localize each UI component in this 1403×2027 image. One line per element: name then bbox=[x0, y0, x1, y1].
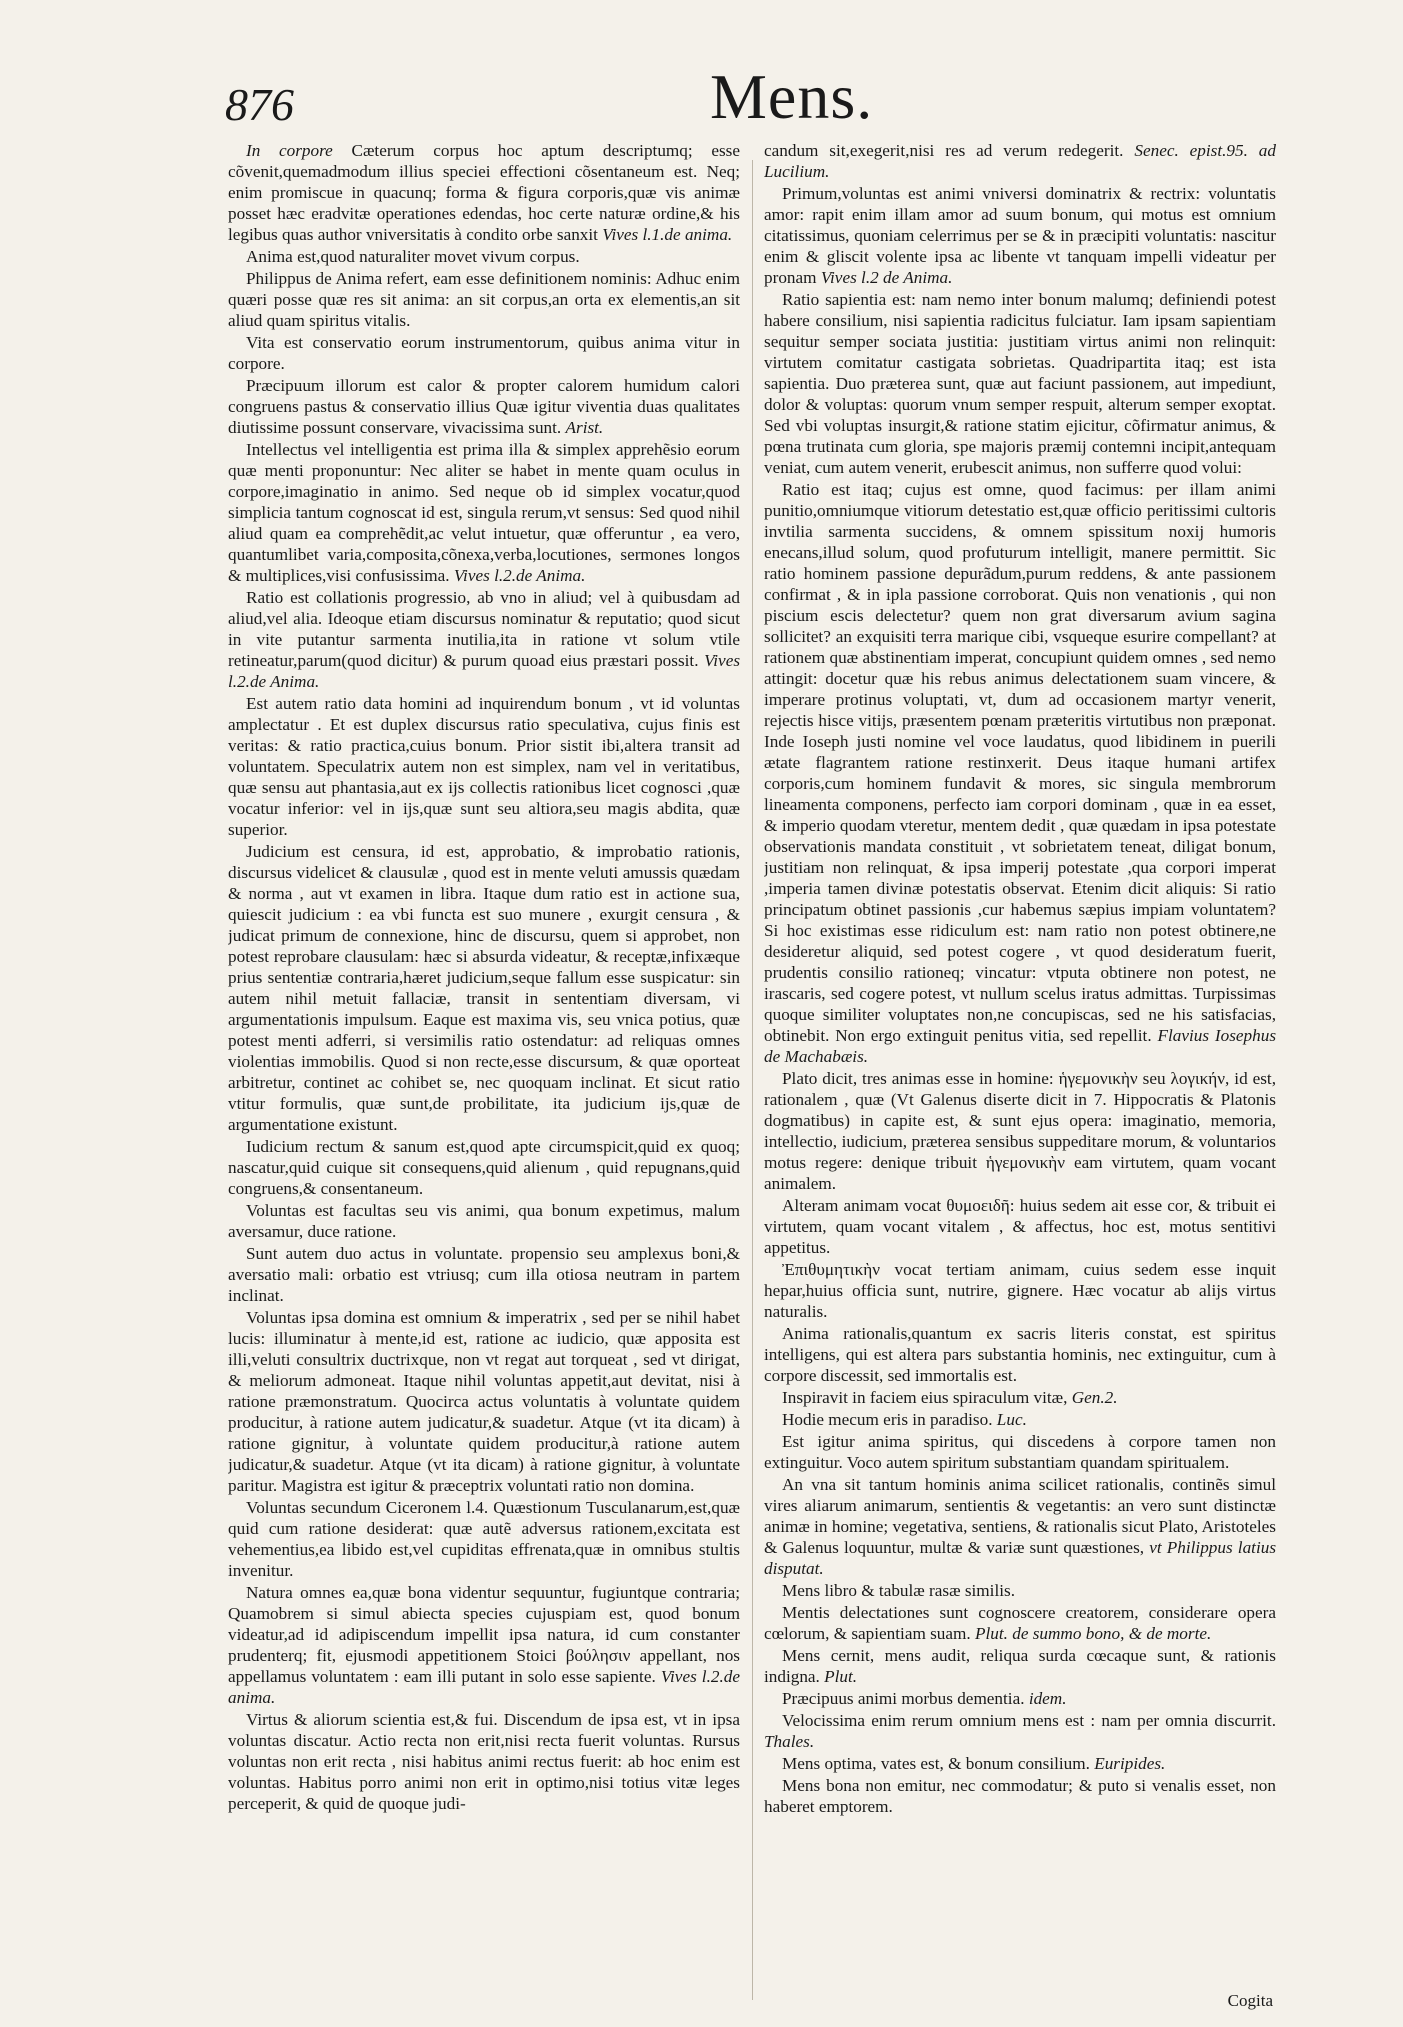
paragraph-text: Judicium est censura, id est, approbatio, & improbatio rationis, discursus videlicet & clausulæ , quod est in mente veluti amussis quædam & norma , aut vt examen in libra. Itaque dum ratio est in actione sua, quiescit judicium : ea vbi functa est suo munere , exurgit censura , & judicat primum de connexione, hinc de discursu, quem si approbet, non potest reprobare clausulam: hæc si absurda videatur, & receptæ,infixæque prius sententiæ contraria,hæret judicium,seque fallum esse suspicatur: sin autem nihil metuit fallaciæ, transit in sententiam diversam, vi argumentationis impulsum. Eaque est maxima vis, seu vnica potius, quæ potest menti adferri, si versimilis ratio ostendatur: ad reliquas omnes violentias immobilis. Quod si non recte,esse discursum, & quæ oporteat arbitretur, continet ac cohibet se, nec quoquam inclinat. Et sicut ratio vtitur formulis, quæ sunt,de probilitate, ita judicium ijs,quæ de argumentatione existunt. bbox=[228, 842, 740, 1134]
right-column bbox=[764, 140, 1276, 2020]
paragraph bbox=[228, 1307, 740, 1496]
paragraph bbox=[764, 1645, 1276, 1687]
citation: Plut. de summo bono, & de morte. bbox=[974, 1624, 1212, 1643]
left-column bbox=[228, 140, 740, 2020]
paragraph bbox=[228, 1136, 740, 1199]
paragraph-text: Ἐπιθυμητικὴν vocat tertiam animam, cuius sedem esse inquit hepar,huius officia sunt, nutrire, gignere. Hæc vocatur ab alijs virtus naturalis. bbox=[764, 1260, 1276, 1321]
paragraph-text: Mens libro & tabulæ rasæ similis. bbox=[782, 1581, 1015, 1600]
paragraph bbox=[228, 693, 740, 840]
paragraph-text: Vita est conservatio eorum instrumentorum, quibus anima vitur in corpore. bbox=[228, 333, 740, 373]
paragraph bbox=[228, 140, 740, 245]
citation: Vives l.2.de Anima. bbox=[228, 651, 740, 691]
paragraph-text: Voluntas ipsa domina est omnium & imperatrix , sed per se nihil habet lucis: illuminatur à mente,id est, ratione ac iudicio, quæ apposita est illi,veluti consultrix ductrixque, non vt regat aut torqueat , sed vt dirigat, & meliorum admoneat. Itaque nihil voluntas appetit,aut devitat, nisi à ratione præmonstratum. Quocirca actus voluntatis à voluntate quidem producitur, à ratione autem judicatur,& suadetur. Atque (vt ita dicam) à ratione gignitur, à voluntate quidem producitur,à ratione autem judicatur,& suadetur. Atque (vt ita dicam) à ratione gignitur, à voluntate paritur. Magistra est igitur & præceptrix voluntati ratio non domina. bbox=[228, 1308, 740, 1495]
citation: Thales. bbox=[764, 1732, 815, 1751]
paragraph-text: Voluntas est facultas seu vis animi, qua bonum expetimus, malum aversamur, duce ratione. bbox=[228, 1201, 740, 1241]
paragraph-text: Anima est,quod naturaliter movet vivum corpus. bbox=[246, 247, 580, 266]
paragraph-text: Inspiravit in faciem eius spiraculum vitæ, bbox=[782, 1388, 1068, 1407]
paragraph bbox=[764, 1710, 1276, 1752]
paragraph bbox=[764, 1753, 1276, 1774]
citation: idem. bbox=[1028, 1689, 1067, 1708]
paragraph bbox=[228, 1497, 740, 1581]
paragraph bbox=[764, 1387, 1276, 1408]
citation: Flavius Iosephus de Machabæis. bbox=[764, 1026, 1276, 1066]
paragraph bbox=[228, 332, 740, 374]
paragraph-text: Hodie mecum eris in paradiso. bbox=[782, 1410, 993, 1429]
paragraph-text: Velocissima enim rerum omnium mens est : nam per omnia discurrit. bbox=[782, 1711, 1276, 1730]
citation: Arist. bbox=[565, 418, 604, 437]
paragraph-text: Præcipuus animi morbus dementia. bbox=[782, 1689, 1025, 1708]
paragraph bbox=[764, 289, 1276, 478]
paragraph-text: Mentis delectationes sunt cognoscere creatorem, considerare opera cœlorum, & sapientiam suam. bbox=[764, 1603, 1276, 1643]
paragraph-text: Natura omnes ea,quæ bona videntur sequuntur, fugiuntque contraria; Quamobrem si simul abiecta species cujuspiam est, quod bonum videatur,ad id adipiscendum impellit ipsa natura, id cum constanter prudenterq; fit, ejusmodi appetitionem Stoici βούλησιν appellant, nos appellamus voluntatem : eam illi putant in solo esse sapiente. bbox=[228, 1583, 740, 1686]
paragraph bbox=[764, 1259, 1276, 1322]
paragraph bbox=[764, 183, 1276, 288]
paragraph-text: Philippus de Anima refert, eam esse definitionem nominis: Adhuc enim quæri posse quæ res sit anima: an sit corpus,an orta ex elementis,an sit aliud quam spiritus vitalis. bbox=[228, 269, 740, 330]
paragraph bbox=[228, 1709, 740, 1814]
citation: Euripides. bbox=[1094, 1754, 1166, 1773]
paragraph-text: Mens cernit, mens audit, reliqua surda cœcaque sunt, & rationis indigna. bbox=[764, 1646, 1276, 1686]
citation: Vives l.2 de Anima. bbox=[820, 268, 953, 287]
paragraph-text: Est igitur anima spiritus, qui discedens à corpore tamen non extinguitur. Voco autem spiritum substantiam quandam spiritualem. bbox=[764, 1432, 1276, 1472]
paragraph bbox=[228, 1200, 740, 1242]
paragraph-text: Cæterum corpus hoc aptum descriptumq; esse cõvenit,quemadmodum illius speciei effectioni cõsentaneum est. Neq; enim promiscue in quacunq; forma & figura corporis,quæ vis animæ posset hæc eradvitæ operationes edendas, hoc certe naturæ ordine,& his legibus quas author vniversitatis à condito orbe sanxit bbox=[228, 141, 740, 244]
paragraph-text: Primum,voluntas est animi vniversi dominatrix & rectrix: voluntatis amor: rapit enim illam amor ad suum bonum, qui motus est omnium citatissimus, quoniam celerrimus per se & in præcipiti voluntatis: nascitur enim & gliscit volente ipsa ac libente vt tanquam impelli videatur per pronam bbox=[764, 184, 1276, 287]
paragraph bbox=[228, 1582, 740, 1708]
paragraph-text: Plato dicit, tres animas esse in homine: ἡγεμονικὴν seu λογικήν, id est, rationalem , quæ (Vt Galenus diserte dicit in 7. Hippocratis & Platonis dogmatibus) in capite est, & sunt ejus opera: imaginatio, memoria, intellectio, iudicium, præterea sensibus suppeditare morum, & voluntarios motus regere: denique tribuit ἡγεμονικὴν eam virtutem, quam vocant animalem. bbox=[764, 1069, 1276, 1193]
citation: Senec. epist.95. ad Lucilium. bbox=[764, 141, 1276, 181]
margin-note: In corpore bbox=[246, 141, 333, 160]
citation: Luc. bbox=[996, 1410, 1027, 1429]
citation: Vives l.2.de anima. bbox=[228, 1667, 740, 1707]
paragraph bbox=[228, 1243, 740, 1306]
paragraph bbox=[764, 1474, 1276, 1579]
citation: Vives l.1.de anima. bbox=[602, 225, 733, 244]
paragraph bbox=[764, 1409, 1276, 1430]
paragraph-text: Ratio est itaq; cujus est omne, quod facimus: per illam animi punitio,omniumque vitiorum detestatio est,quæ officio peritissimi cultoris invtilia sarmenta succidens, & omnem spissitum noxij humoris enecans,illud solum, quod profuturum intelligit, manere permittit. Sic ratio hominem passione depurãdum,purum reddens, & ante passionem confirmat , & in ipla passione corroborat. Quis non venationis , qui non piscium escis delectetur? quem non grat diversarum avium sagina sollicitet? an exquisiti terra marique cibi, vsqueque esurire compellant? at rationem quæ abstinentiam imperat, concupiunt quidem omnes , sed nemo attingit: docetur quæ his rebus animus delectationem suam vincere, & imperare protinus voluptati, vt, dum ad occasionem martyr venerit, rejectis hisce vitijs, præsentem pœnam præteritis virtutibus non præponat. Inde Ioseph justi nomine vel voce laudatus, quod libidinem in puerili ætate flagrantem ratione restinxerit. Deus itaque humani artifex corporis,cum hominem fundavit & mores, sic singula membrorum lineamenta componens, perfecto iam corpori dominam , quæ in ea esset, & imperio quodam vteretur, mentem dedit , quæ quædam in ipsa potestate observationis mandata constituit , vt sobrietatem teneat, diligat bonum, justitiam non relinquat, & ipsa imperij potestate ,qua corpori imperat ,imperia tamen divinæ potestatis observat. Etenim dicit aliquis: Si ratio principatum obtinet passionis ,cur habemus sæpius impiam voluntatem? Si hoc existimas esse ridiculum est: nam ratio non potest obtinere,ne desideretur aliquid, sed potest cogere , vt quod desideratum fuerit, prudentis consilio rationeq; vincatur: vtputa obtinere non potest, ne irascaris, sed cogere potest, vt nullum scelus iratus admittas. Turpissimas quoque similiter voluptates non,ne concupiscas, sed ne his satisfacias, obtinebit. Non ergo extinguit penitus vitia, sed repellit. bbox=[764, 480, 1276, 1045]
paragraph bbox=[764, 1431, 1276, 1473]
paragraph bbox=[228, 246, 740, 267]
paragraph bbox=[764, 1580, 1276, 1601]
running-head: Mens. bbox=[710, 61, 874, 132]
paragraph-text: Ratio sapientia est: nam nemo inter bonum malumq; definiendi potest habere consilium, nisi sapientia radicitus fulciatur. Iam ipsam sapientiam sequitur semper sociata justitia: justitiam virtus animi non relinquit: virtutem comitatur castigata sobrietas. Quadripartita itaq; est ista sapientia. Duo præterea sunt, quæ aut faciunt passionem, aut impediunt, dolor & voluptas: quorum vnum semper respuit, alterum semper exoptat. Sed vbi voluptas insurgit,& ratione statim ejicitur, cõfirmatur animus, & pœna trutinata cum gloria, spe majoris præmij contemni incipit,antequam veniat, cum autem venerit, erubescit animus, non sufferre quod volui: bbox=[764, 290, 1276, 477]
paragraph bbox=[764, 1688, 1276, 1709]
paragraph-text: Intellectus vel intelligentia est prima illa & simplex apprehẽsio eorum quæ menti proponuntur: Nec aliter se habet in mente quam oculus in corpore,imaginatio in animo. Sed neque ob id simplex vocatur,quod simplicia tantum cognoscat id est, singula rerum,vt sensus: Sed quod nihil aliud quam ea comprehẽdit,ac velut intuetur, quæ offeruntur , ea vero, quantumlibet varia,composita,cõnexa,verba,locutiones, sermones longos & multiplices,visi confusissima. bbox=[228, 440, 740, 585]
paragraph-text: Iudicium rectum & sanum est,quod apte circumspicit,quid ex quoq; nascatur,quid cuique sit consequens,quid alienum , quid repugnans,quid congruens,& consentaneum. bbox=[228, 1137, 740, 1198]
paragraph-text: Præcipuum illorum est calor & propter calorem humidum calori congruens pastus & conservatio illius Quæ igitur viventia duas qualitates diutissime possunt conservare, vivacissima sunt. bbox=[228, 376, 740, 437]
citation: Gen.2. bbox=[1071, 1388, 1118, 1407]
paragraph-text: Mens bona non emitur, nec commodatur; & puto si venalis esset, non haberet emptorem. bbox=[764, 1776, 1276, 1816]
paragraph bbox=[228, 375, 740, 438]
paragraph-text: Est autem ratio data homini ad inquirendum bonum , vt id voluntas amplectatur . Et est duplex discursus ratio speculativa, cujus finis est veritas: & ratio practica,cuius bonum. Prior sistit ibi,altera transit ad voluntatem. Speculatrix autem non est simplex, nam vel in veritatibus, quæ sensu aut phantasia,aut ex ijs collectis rationibus licet cognosci ,quæ vocatur inferior: vel in ijs,quæ sunt seu altiora,seu magis abdita, quæ superior. bbox=[228, 694, 740, 839]
citation: Plut. bbox=[824, 1667, 858, 1686]
paragraph bbox=[228, 439, 740, 586]
paragraph bbox=[764, 1068, 1276, 1194]
citation: Vives l.2.de Anima. bbox=[453, 566, 586, 585]
paragraph bbox=[764, 1775, 1276, 1817]
paragraph-text: candum sit,exegerit,nisi res ad verum redegerit. bbox=[764, 141, 1124, 160]
paragraph-text: An vna sit tantum hominis anima scilicet rationalis, continẽs simul vires aliarum animarum, sentientis & vegetantis: an vero sunt distinctæ animæ in homine; vegetativa, sentiens, & rationalis sicut Plato, Aristoteles & Galenus loquuntur, multæ & variæ sunt quæstiones, bbox=[764, 1475, 1276, 1557]
paragraph-text: Anima rationalis,quantum ex sacris literis constat, est spiritus intelligens, qui est altera pars substantia hominis, nec extinguitur, cum à corpore discessit, sed immortalis est. bbox=[764, 1324, 1276, 1385]
page-number: 876 bbox=[225, 79, 294, 130]
paragraph-text: Alteram animam vocat θυμοειδῆ: huius sedem ait esse cor, & tribuit ei virtutem, quam vocant vitalem , & affectus, hoc est, motus sentitivi appetitus. bbox=[764, 1196, 1276, 1257]
paragraph bbox=[228, 587, 740, 692]
paragraph-text: Virtus & aliorum scientia est,& fui. Discendum de ipsa est, vt in ipsa voluntas discatur. Actio recta non erit,nisi recta fuerit voluntas. Rursus voluntas non erit recta , nisi habitus animi rectus fuerit: ab hoc enim est voluntas. Habitus porro animi non erit in optimo,nisi totius vitæ leges perceperit, & quid de quoque judi- bbox=[228, 1710, 740, 1813]
citation: vt Philippus latius disputat. bbox=[764, 1538, 1276, 1578]
paragraph-text: Sunt autem duo actus in voluntate. propensio seu amplexus boni,& aversatio mali: orbatio est vtriusq; cum illa otiosa neutram in partem inclinat. bbox=[228, 1244, 740, 1305]
paragraph-text: Voluntas secundum Ciceronem l.4. Quæstionum Tusculanarum,est,quæ quid cum ratione desiderat: quæ autẽ adversus rationem,excitata est vehementius,ea libido est,vel cupiditas effrenata,quæ in omnibus stultis invenitur. bbox=[228, 1498, 740, 1580]
paragraph-text: Mens optima, vates est, & bonum consilium. bbox=[782, 1754, 1090, 1773]
paragraph bbox=[764, 1195, 1276, 1258]
paragraph-text: Ratio est collationis progressio, ab vno in aliud; vel à quibusdam ad aliud,vel alia. Ideoque etiam discursus nominatur & reputatio; quod sicut in vite putantur sarmenta inutilia,ita in ratione vt solum vtile retineatur,parum(quod dicitur) & purum quoad eius præstari possit. bbox=[228, 588, 740, 670]
paragraph bbox=[764, 1602, 1276, 1644]
page-header bbox=[200, 60, 1200, 140]
paragraph bbox=[764, 1323, 1276, 1386]
column-divider bbox=[752, 160, 753, 2000]
paragraph bbox=[228, 268, 740, 331]
paragraph bbox=[228, 841, 740, 1135]
catchword: Cogita bbox=[1227, 1991, 1273, 2010]
paragraph bbox=[764, 479, 1276, 1067]
paragraph bbox=[764, 140, 1276, 182]
